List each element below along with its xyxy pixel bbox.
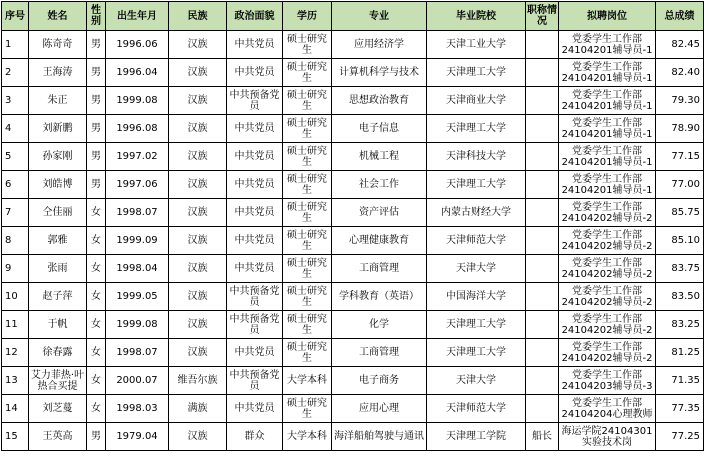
table-cell: 女 [87, 199, 106, 227]
table-cell: 汉族 [169, 143, 227, 171]
table-cell [526, 31, 559, 59]
table-cell: 党委学生工作部24104202辅导员-2 [559, 283, 656, 311]
table-cell: 79.30 [656, 87, 704, 115]
table-cell: 艾力菲热·叶热合买提 [29, 367, 87, 395]
table-cell: 汉族 [169, 255, 227, 283]
table-cell: 天津理工大学 [427, 339, 526, 367]
table-cell: 汉族 [169, 283, 227, 311]
table-row [2, 143, 704, 171]
table-cell: 化学 [332, 311, 427, 339]
table-cell: 男 [87, 423, 106, 451]
table-cell [526, 311, 559, 339]
table-cell: 5 [2, 143, 29, 171]
table-cell: 6 [2, 171, 29, 199]
table-cell: 1999.09 [106, 227, 169, 255]
table-cell: 硕士研究生 [283, 115, 332, 143]
table-cell: 中共党员 [227, 227, 283, 255]
table-row [2, 367, 704, 395]
table-cell: 汉族 [169, 87, 227, 115]
table-cell: 党委学生工作部24104202辅导员-2 [559, 227, 656, 255]
table-cell: 赵子萍 [29, 283, 87, 311]
header-row [2, 2, 704, 31]
table-cell: 1996.06 [106, 31, 169, 59]
table-cell: 王英高 [29, 423, 87, 451]
table-cell: 中共党员 [227, 339, 283, 367]
table-cell: 硕士研究生 [283, 143, 332, 171]
table-cell: 85.75 [656, 199, 704, 227]
table-cell: 天津科技大学 [427, 143, 526, 171]
table-cell: 汉族 [169, 171, 227, 199]
table-cell: 天津理工大学 [427, 311, 526, 339]
table-cell: 硕士研究生 [283, 283, 332, 311]
table-cell: 陈奇奇 [29, 31, 87, 59]
table-cell: 汉族 [169, 311, 227, 339]
table-cell: 汉族 [169, 227, 227, 255]
table-cell: 1999.08 [106, 87, 169, 115]
table-cell: 78.90 [656, 115, 704, 143]
table-row [2, 339, 704, 367]
table-cell: 党委学生工作部24104201辅导员-1 [559, 31, 656, 59]
table-cell: 天津大学 [427, 255, 526, 283]
table-cell: 硕士研究生 [283, 395, 332, 423]
table-cell: 于帆 [29, 311, 87, 339]
table-cell: 党委学生工作部24104201辅导员-1 [559, 87, 656, 115]
table-row [2, 395, 704, 423]
table-cell: 硕士研究生 [283, 199, 332, 227]
table-cell: 思想政治教育 [332, 87, 427, 115]
header-cell: 专业 [332, 2, 427, 31]
table-cell: 机械工程 [332, 143, 427, 171]
header-cell: 性别 [87, 2, 106, 31]
table-cell: 中共党员 [227, 143, 283, 171]
table-cell: 刘皓博 [29, 171, 87, 199]
table-cell: 满族 [169, 395, 227, 423]
table-cell [526, 339, 559, 367]
table-cell: 硕士研究生 [283, 87, 332, 115]
table-cell: 女 [87, 367, 106, 395]
table-cell: 77.00 [656, 171, 704, 199]
table-cell: 汉族 [169, 339, 227, 367]
table-cell: 社会工作 [332, 171, 427, 199]
table-cell: 1998.07 [106, 339, 169, 367]
table-cell: 孙家刚 [29, 143, 87, 171]
table-cell: 2000.07 [106, 367, 169, 395]
table-cell: 中共党员 [227, 59, 283, 87]
table-cell: 4 [2, 115, 29, 143]
table-cell: 男 [87, 87, 106, 115]
table-cell: 男 [87, 115, 106, 143]
table-cell: 中共预备党员 [227, 311, 283, 339]
table-cell: 1998.07 [106, 199, 169, 227]
table-cell: 天津理工大学 [427, 115, 526, 143]
table-cell: 女 [87, 311, 106, 339]
table-cell: 9 [2, 255, 29, 283]
table-cell: 朱正 [29, 87, 87, 115]
table-cell [526, 255, 559, 283]
table-cell: 党委学生工作部24104202辅导员-2 [559, 255, 656, 283]
table-cell [526, 115, 559, 143]
table-cell: 天津师范大学 [427, 395, 526, 423]
table-cell: 3 [2, 87, 29, 115]
table-cell: 77.25 [656, 423, 704, 451]
table-cell: 汉族 [169, 423, 227, 451]
table-cell: 14 [2, 395, 29, 423]
table-cell: 汉族 [169, 115, 227, 143]
header-cell: 毕业院校 [427, 2, 526, 31]
table-cell: 11 [2, 311, 29, 339]
table-cell: 内蒙古财经大学 [427, 199, 526, 227]
header-cell: 拟聘岗位 [559, 2, 656, 31]
table-cell: 7 [2, 199, 29, 227]
table-cell: 15 [2, 423, 29, 451]
table-cell [526, 283, 559, 311]
table-cell: 女 [87, 395, 106, 423]
table-cell: 硕士研究生 [283, 339, 332, 367]
table-cell: 张雨 [29, 255, 87, 283]
table-cell: 中共党员 [227, 255, 283, 283]
table-cell [526, 199, 559, 227]
header-cell: 姓名 [29, 2, 87, 31]
table-cell: 应用经济学 [332, 31, 427, 59]
table-cell: 82.40 [656, 59, 704, 87]
header-cell: 民族 [169, 2, 227, 31]
table-cell: 中共党员 [227, 31, 283, 59]
table-cell: 77.35 [656, 395, 704, 423]
table-cell: 中共党员 [227, 199, 283, 227]
table-row [2, 423, 704, 451]
table-cell: 1979.04 [106, 423, 169, 451]
table-cell: 党委学生工作部24104201辅导员-1 [559, 59, 656, 87]
table-cell: 硕士研究生 [283, 171, 332, 199]
table-cell: 应用心理 [332, 395, 427, 423]
table-cell: 郭雅 [29, 227, 87, 255]
table-cell: 工商管理 [332, 339, 427, 367]
table-cell: 海洋船舶驾驶与通讯 [332, 423, 427, 451]
table-cell: 男 [87, 31, 106, 59]
table-cell: 83.50 [656, 283, 704, 311]
header-cell: 政治面貌 [227, 2, 283, 31]
table-cell: 81.25 [656, 339, 704, 367]
table-cell: 天津理工大学 [427, 171, 526, 199]
table-cell: 中共党员 [227, 171, 283, 199]
table-cell: 硕士研究生 [283, 255, 332, 283]
table-cell [526, 395, 559, 423]
table-cell: 汉族 [169, 199, 227, 227]
table-cell: 王海涛 [29, 59, 87, 87]
table-cell: 电子商务 [332, 367, 427, 395]
table-cell: 10 [2, 283, 29, 311]
table-cell: 大学本科 [283, 367, 332, 395]
table-cell: 刘新鹏 [29, 115, 87, 143]
table-cell [526, 59, 559, 87]
table-cell: 天津理工大学 [427, 59, 526, 87]
table-cell: 1999.05 [106, 283, 169, 311]
table-row [2, 283, 704, 311]
table-cell: 大学本科 [283, 423, 332, 451]
header-cell: 总成绩 [656, 2, 704, 31]
table-cell: 海运学院24104301实验技术岗 [559, 423, 656, 451]
table-cell: 12 [2, 339, 29, 367]
table-row [2, 255, 704, 283]
table-cell: 男 [87, 59, 106, 87]
table-cell: 中共预备党员 [227, 87, 283, 115]
table-cell: 男 [87, 143, 106, 171]
table-cell: 天津大学 [427, 367, 526, 395]
table-cell: 工商管理 [332, 255, 427, 283]
table-cell: 电子信息 [332, 115, 427, 143]
table-cell: 硕士研究生 [283, 227, 332, 255]
table-cell: 82.45 [656, 31, 704, 59]
header-cell: 序号 [2, 2, 29, 31]
table-cell: 汉族 [169, 31, 227, 59]
table-cell: 天津理工学院 [427, 423, 526, 451]
table-cell: 天津师范大学 [427, 227, 526, 255]
table-cell: 1996.04 [106, 59, 169, 87]
table-cell: 1 [2, 31, 29, 59]
table-cell: 2 [2, 59, 29, 87]
table-cell: 13 [2, 367, 29, 395]
table-cell [526, 143, 559, 171]
results-table [1, 1, 704, 451]
table-cell: 党委学生工作部24104201辅导员-1 [559, 143, 656, 171]
table-cell: 党委学生工作部24104204心理教师 [559, 395, 656, 423]
table-cell: 学科教育（英语） [332, 283, 427, 311]
table-cell: 党委学生工作部24104203辅导员-3 [559, 367, 656, 395]
header-cell: 职称情况 [526, 2, 559, 31]
header-cell: 出生年月 [106, 2, 169, 31]
table-cell: 1999.08 [106, 311, 169, 339]
table-cell: 党委学生工作部24104201辅导员-1 [559, 115, 656, 143]
table-row [2, 227, 704, 255]
table-row [2, 59, 704, 87]
table-row [2, 87, 704, 115]
table-cell: 计算机科学与技术 [332, 59, 427, 87]
table-cell: 1997.02 [106, 143, 169, 171]
table-cell: 83.25 [656, 311, 704, 339]
table-cell: 女 [87, 339, 106, 367]
table-cell [526, 367, 559, 395]
table-cell: 71.35 [656, 367, 704, 395]
table-cell: 中共党员 [227, 395, 283, 423]
table-cell: 硕士研究生 [283, 59, 332, 87]
header-cell: 学历 [283, 2, 332, 31]
table-cell: 1997.06 [106, 171, 169, 199]
table-cell: 男 [87, 171, 106, 199]
table-row [2, 31, 704, 59]
table-cell: 中共预备党员 [227, 367, 283, 395]
table-cell: 群众 [227, 423, 283, 451]
table-cell [526, 171, 559, 199]
table-cell: 中国海洋大学 [427, 283, 526, 311]
table-cell: 天津商业大学 [427, 87, 526, 115]
table-cell: 党委学生工作部24104202辅导员-2 [559, 339, 656, 367]
table-cell: 1998.04 [106, 255, 169, 283]
table-cell: 女 [87, 255, 106, 283]
table-cell: 天津工业大学 [427, 31, 526, 59]
table-cell: 中共党员 [227, 115, 283, 143]
table-cell: 刘芝蔓 [29, 395, 87, 423]
table-row [2, 115, 704, 143]
table-row [2, 199, 704, 227]
table-cell: 党委学生工作部24104201辅导员-1 [559, 171, 656, 199]
table-cell: 硕士研究生 [283, 311, 332, 339]
table-cell: 党委学生工作部24104202辅导员-2 [559, 199, 656, 227]
table-cell: 83.75 [656, 255, 704, 283]
table-cell: 资产评估 [332, 199, 427, 227]
table-cell: 女 [87, 283, 106, 311]
table-cell: 船长 [526, 423, 559, 451]
table-body [2, 31, 704, 451]
table-cell: 仝佳丽 [29, 199, 87, 227]
table-cell: 85.10 [656, 227, 704, 255]
table-cell [526, 87, 559, 115]
table-cell [526, 227, 559, 255]
table-cell: 中共预备党员 [227, 283, 283, 311]
table-cell: 心理健康教育 [332, 227, 427, 255]
table-cell: 77.15 [656, 143, 704, 171]
table-cell: 硕士研究生 [283, 31, 332, 59]
table-row [2, 171, 704, 199]
table-cell: 女 [87, 227, 106, 255]
table-cell: 汉族 [169, 59, 227, 87]
table-cell: 8 [2, 227, 29, 255]
table-cell: 党委学生工作部24104202辅导员-2 [559, 311, 656, 339]
table-cell: 1996.08 [106, 115, 169, 143]
table-cell: 维吾尔族 [169, 367, 227, 395]
table-row [2, 311, 704, 339]
table-cell: 1998.03 [106, 395, 169, 423]
table-cell: 徐春露 [29, 339, 87, 367]
